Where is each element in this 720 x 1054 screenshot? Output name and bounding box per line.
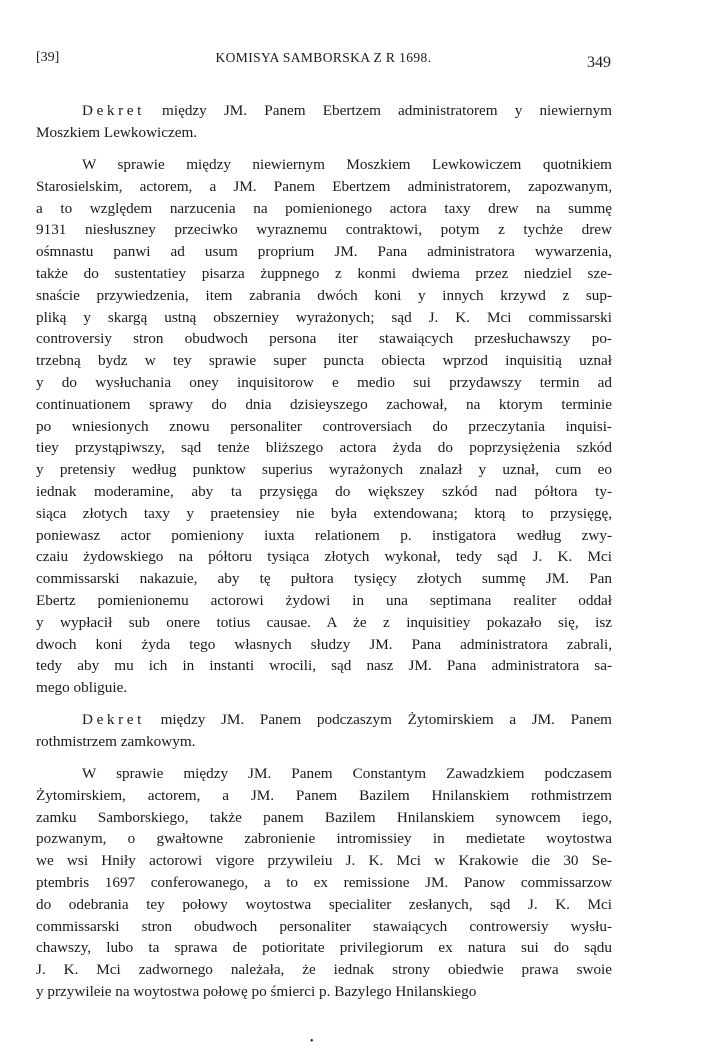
text-line: snaście przywiedzenia, item zabrania dwóch koni y innych krzywd z sup-	[36, 286, 612, 304]
text-line: y wypłacił sub onere totius causae. A że z inquisitiey pokazało się, isz	[36, 613, 612, 631]
decree-1-body	[36, 154, 612, 699]
decree-1-title-line: między JM. Panem Ebertzem administratorem y niewiernym	[144, 102, 612, 119]
text-line: commissarski stron obudwoch personaliter stawaiących controwersiy wysłu-	[36, 917, 612, 935]
text-line: Żytomirskiem, actorem, a JM. Panem Bazilem Hnilanskiem rothmistrzem	[36, 786, 612, 804]
text-line: y przywileie na woytostwa połowę po śmierci p. Bazylego Hnilanskiego	[36, 982, 477, 1000]
text-line: J. K. Mci zadwornego należała, że iednak strony obiedwie prawa swoie	[36, 961, 612, 979]
decree-1-title	[36, 100, 612, 144]
text-line: Ebertz pomienionemu actorowi żydowi in una septimana realiter oddał	[36, 591, 612, 609]
text-line: ośmnastu panwi ad usum proprium JM. Pana administratora wywarzenia,	[36, 243, 612, 261]
page-number: 349	[587, 54, 611, 71]
text-line: iednak moderamine, aby ta przysięga do większey szkód nad półtora ty-	[36, 482, 612, 500]
running-header	[36, 48, 611, 72]
decree-2-title-line: między JM. Panem podczaszym Żytomirskiem a JM. Panem	[144, 711, 612, 728]
text-line: pozwanym, o gwałtowne zabronienie intromissiey in medietate woytostwa	[36, 830, 612, 848]
decree-2-body	[36, 763, 612, 1003]
decree-1-title-keyword: Dekret	[82, 102, 145, 119]
section-number: [39]	[36, 50, 60, 65]
decree-2-title-keyword: Dekret	[82, 711, 145, 728]
decree-2-title-line: rothmistrzem zamkowym.	[36, 732, 196, 750]
text-line: także do sustentatiey pisarza żuppnego z konmi dwiema przez niedziel sze-	[36, 264, 612, 282]
text-line: mego obliguie.	[36, 679, 128, 697]
text-line: po wniesionych znowu personaliter controversiach do przeczytania inquisi-	[36, 417, 612, 435]
footer-mark: •	[310, 1036, 314, 1047]
text-line: W sprawie między JM. Panem Constantym Zawadzkiem podczasem	[82, 765, 612, 782]
text-line: 9131 niesłuszney przeciwko wyraznemu contraktowi, potym z tychże drew	[36, 221, 612, 239]
decree-2-title	[36, 709, 612, 753]
decree-1-title-line: Moszkiem Lewkowiczem.	[36, 123, 198, 141]
text-line: Starosielskim, actorem, a JM. Panem Ebertzem administratorem, zapozwanym,	[36, 177, 612, 195]
text-line: trzebną bydz w tey sprawie super puncta obiecta wprzod inquisitią uznał	[36, 352, 612, 370]
text-line: pliką y skargą ustną obszerniey wyrażonych; sąd J. K. Mci commissarski	[36, 308, 612, 326]
text-line: W sprawie między niewiernym Moszkiem Lewkowiczem quotnikiem	[82, 156, 612, 173]
text-line: tiey przystąpiwszy, sąd tenże bliższego actora żyda do poprzysiężenia szkód	[36, 439, 612, 457]
text-line: a to względem narzucenia na pomienionego actora taxy drew na summę	[36, 199, 612, 217]
text-line: commissarski nakazuie, aby tę pułtora tysięcy złotych summę JM. Pan	[36, 570, 612, 588]
text-line: y do wysłuchania oney inquisitorow e medio sui przydawszy termin ad	[36, 373, 612, 391]
running-title: KOMISYA SAMBORSKA Z R 1698.	[215, 50, 432, 65]
text-line: y pretensiy według punktow superius wyrażonych znalazł y uznał, cum eo	[36, 461, 612, 479]
text-line: we wsi Hniły actorowi vigore przywileiu J. K. Mci w Krakowie die 30 Se-	[36, 852, 612, 870]
text-line: do odebrania tey połowy woytostwa specialiter zesłanych, sąd J. K. Mci	[36, 895, 612, 913]
text-line: controversiy stron obudwoch persona iter stawaiących przesłuchawszy po-	[36, 330, 612, 348]
text-line: zamku Samborskiego, także panem Bazilem Hnilanskiem synowcem iego,	[36, 808, 612, 826]
text-line: continuationem sprawy do dnia dzisieyszego zachował, na ktorym terminie	[36, 395, 612, 413]
text-line: siąca złotych taxy y praetensiey nie była extendowana; ktorą to przysięgę,	[36, 504, 612, 522]
text-line: dwoch koni żyda tego własnych słudzy JM. Pana administratora zabrali,	[36, 635, 612, 653]
text-line: chawszy, lubo ta sprawa de potioritate privilegiorum ex natura sui do sądu	[36, 939, 612, 957]
text-line: ptembris 1697 conferowanego, a to ex remissione JM. Panow commissarzow	[36, 873, 612, 891]
text-line: czaiu żydowskiego na półtoru tysiąca złotych wykonał, tedy sąd J. K. Mci	[36, 548, 612, 566]
text-line: poniewasz actor pomieniony iuxta relationem p. instigatora według zwy-	[36, 526, 612, 544]
text-line: tedy aby mu ich in instanti wrocili, sąd nasz JM. Pana administratora sa-	[36, 657, 612, 675]
